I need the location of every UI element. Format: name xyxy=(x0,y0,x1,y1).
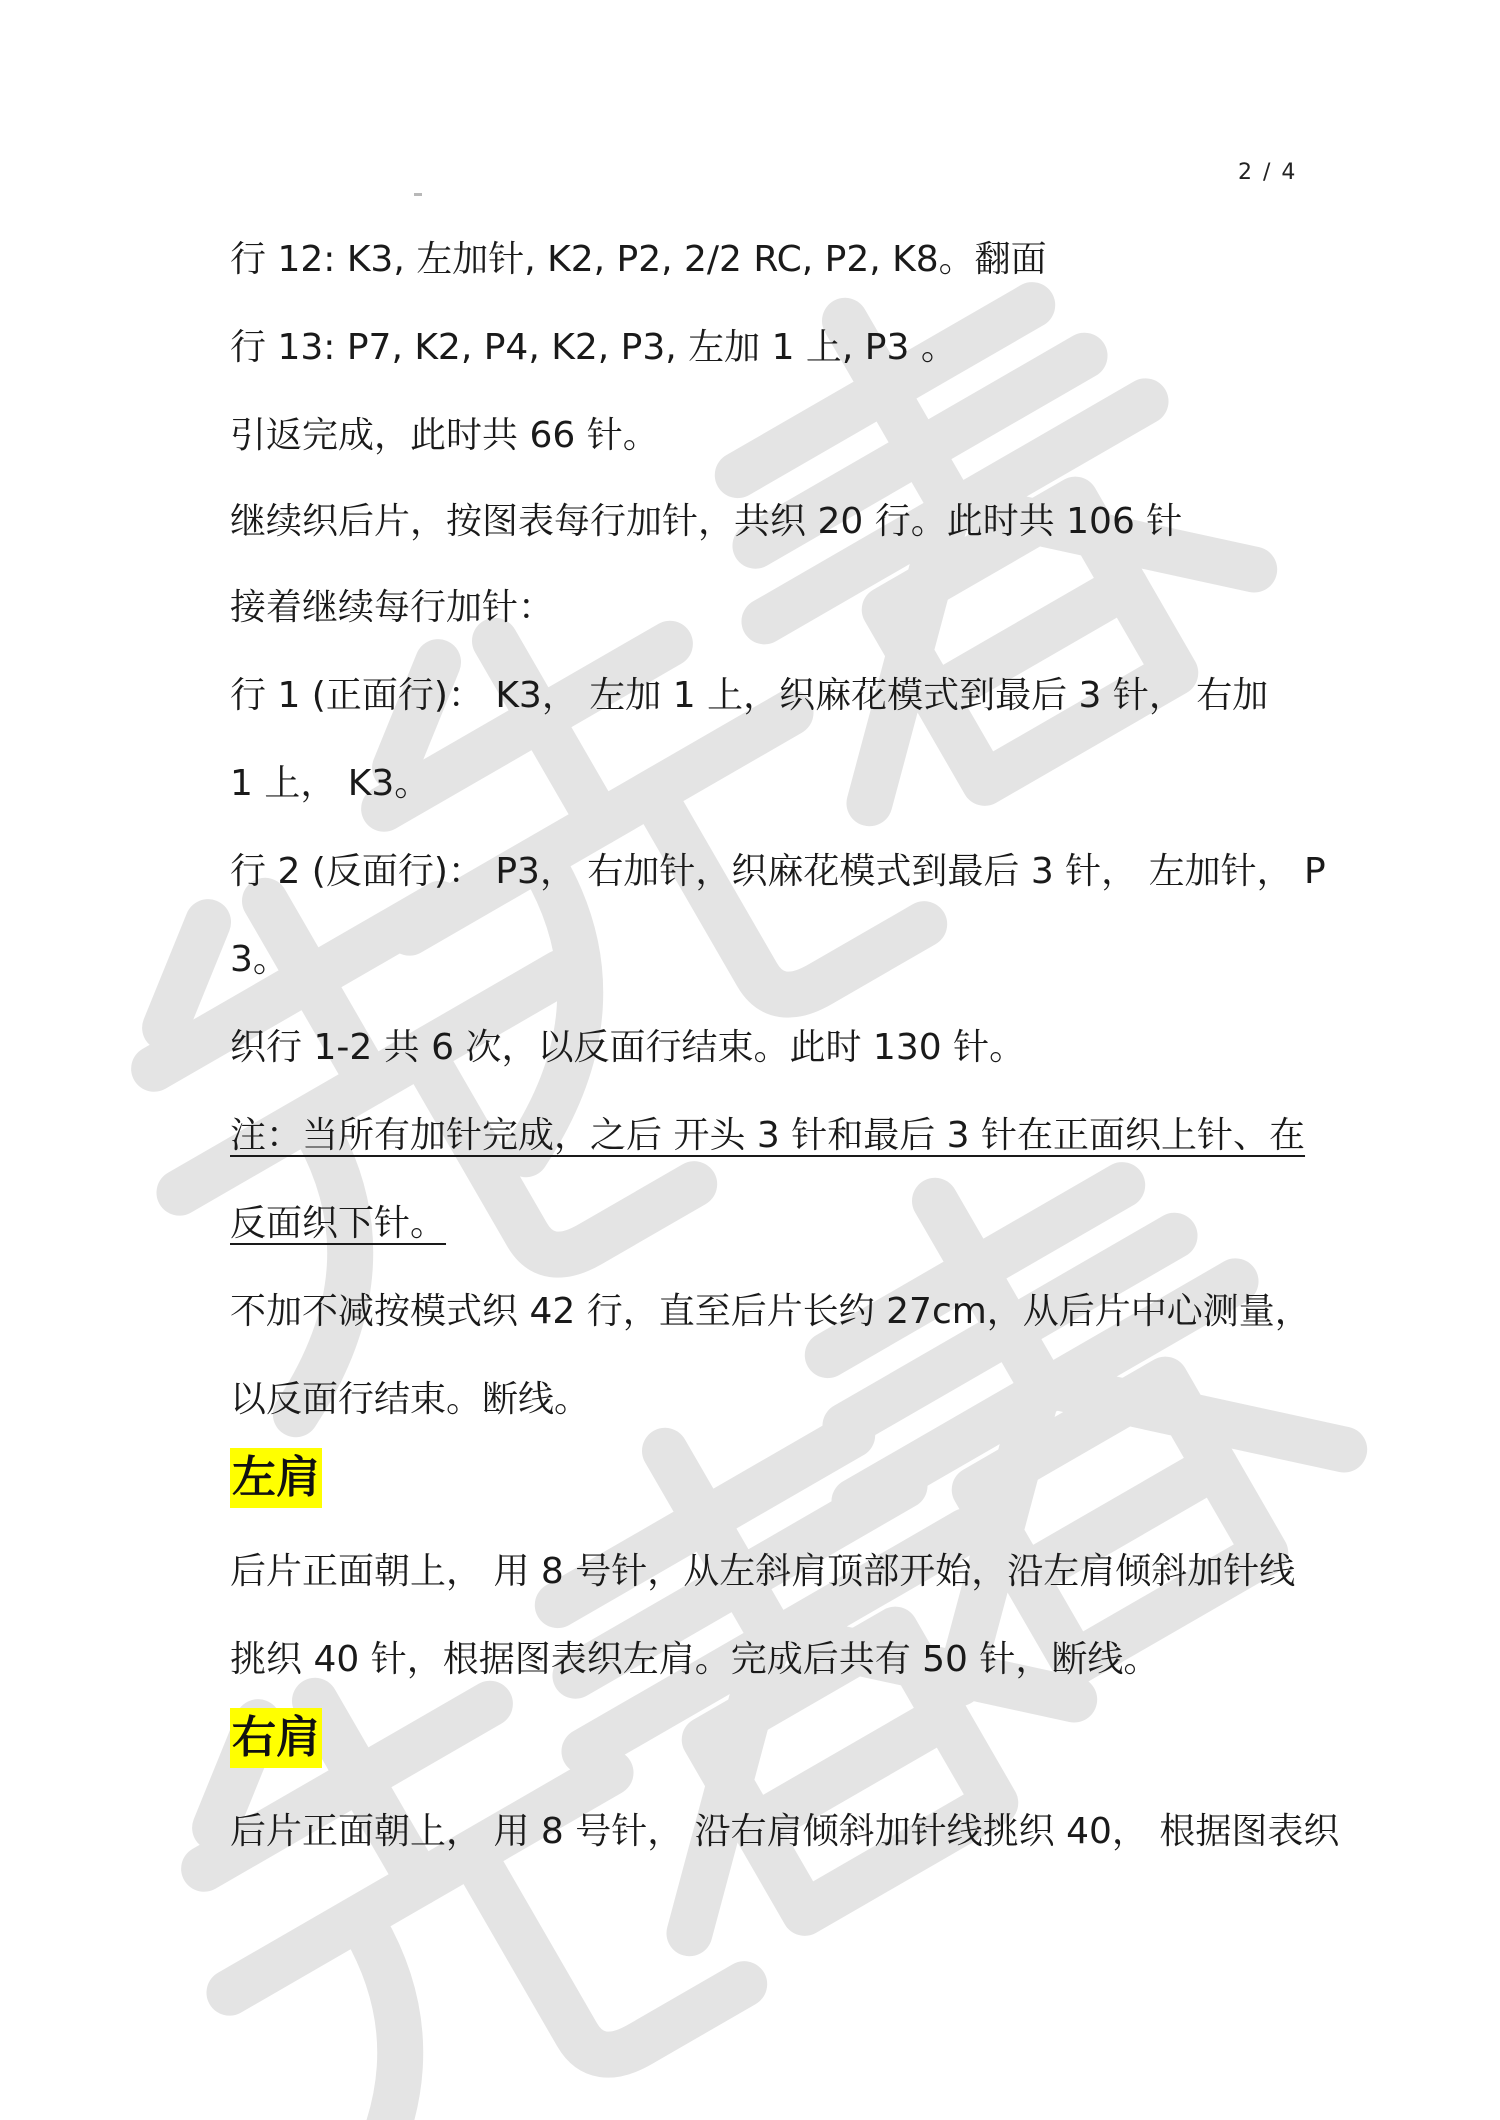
instruction-row-12: 行 12: K3, 左加针, K2, P2, 2/2 RC, P2, K8。翻面 xyxy=(230,239,1047,280)
note-line-2: 反面织下针。 xyxy=(230,1203,447,1244)
instruction-summary: 引返完成，此时共 66 针。 xyxy=(230,415,659,456)
instruction-row-1-cont: 1 上， K3。 xyxy=(230,763,431,804)
instruction-row-13: 行 13: P7, K2, P4, K2, P3, 左加 1 上, P3 。 xyxy=(230,327,957,368)
heading-left-shoulder: 左肩 xyxy=(230,1448,322,1508)
instruction-back-piece: 继续织后片，按图表每行加针，共织 20 行。此时共 106 针 xyxy=(230,501,1183,542)
instruction-row-2: 行 2 (反面行)： P3， 右加针，织麻花模式到最后 3 针， 左加针， P xyxy=(230,851,1326,892)
instruction-straight-cont: 以反面行结束。断线。 xyxy=(230,1379,591,1420)
note-line-1: 注：当所有加针完成，之后 开头 3 针和最后 3 针在正面织上针、在 xyxy=(230,1115,1306,1156)
heading-right-shoulder: 右肩 xyxy=(230,1708,322,1768)
instruction-continue: 接着继续每行加针： xyxy=(230,587,555,628)
scan-mark xyxy=(414,193,422,196)
instruction-row-2-cont: 3。 xyxy=(230,939,289,980)
left-shoulder-line-1: 后片正面朝上， 用 8 号针，从左斜肩顶部开始，沿左肩倾斜加针线 xyxy=(230,1551,1296,1592)
left-shoulder-line-2: 挑织 40 针，根据图表织左肩。完成后共有 50 针，断线。 xyxy=(230,1639,1160,1680)
instruction-repeat: 织行 1-2 共 6 次，以反面行结束。此时 130 针。 xyxy=(230,1027,1026,1068)
right-shoulder-line-1: 后片正面朝上， 用 8 号针， 沿右肩倾斜加针线挑织 40， 根据图表织 xyxy=(230,1811,1340,1852)
instruction-row-1: 行 1 (正面行)： K3， 左加 1 上，织麻花模式到最后 3 针， 右加 xyxy=(230,675,1269,716)
watermark-glyph-lower-1 xyxy=(744,1086,1369,1718)
page-number: 2 / 4 xyxy=(1238,160,1298,185)
instruction-straight: 不加不减按模式织 42 行，直至后片长约 27cm，从后片中心测量， xyxy=(230,1291,1311,1332)
